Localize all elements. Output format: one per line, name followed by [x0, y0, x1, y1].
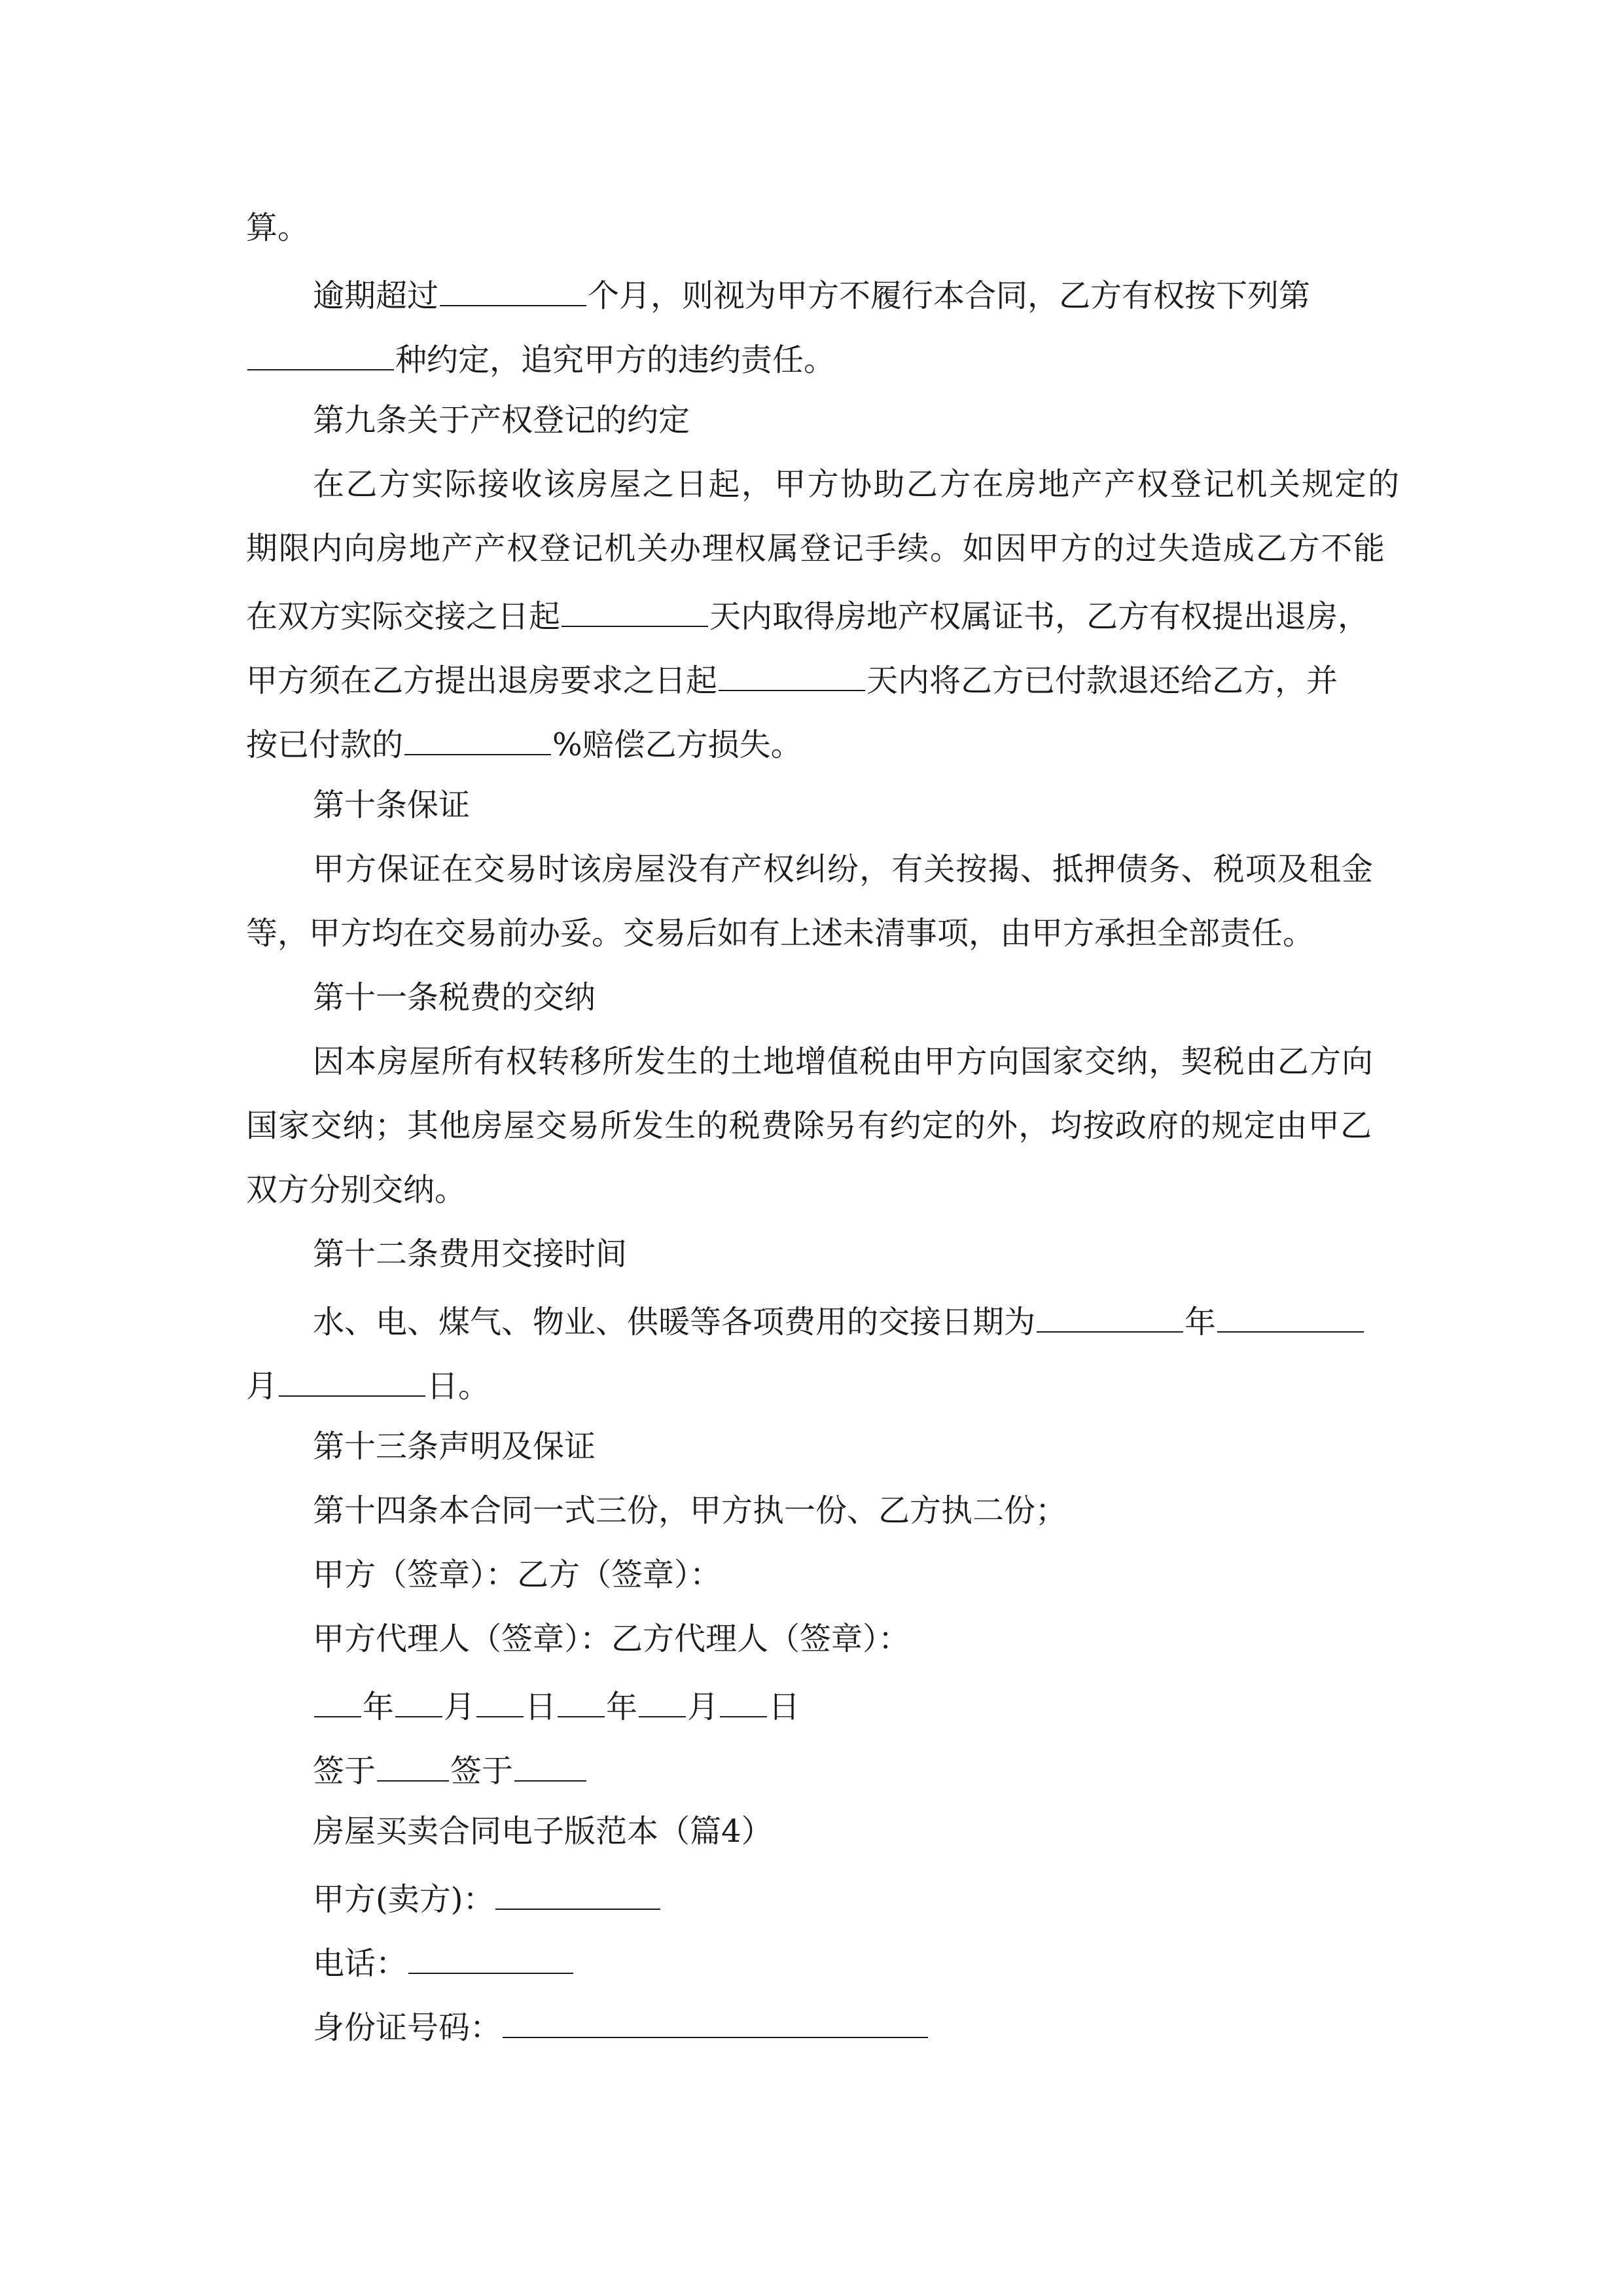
date-year-label: 年 — [606, 1689, 638, 1725]
text-fragment: 按已付款的 — [246, 726, 404, 763]
fill-blank[interactable] — [503, 2004, 928, 2038]
fill-blank[interactable] — [395, 1683, 442, 1717]
text-fragment: 甲方保证在交易时该房屋没有产权纠纷，有关按揭、抵押债务、税项及租金 — [313, 851, 1373, 888]
text-fragment: 房屋买卖合同电子版范本（篇4） — [313, 1813, 773, 1850]
text-fragment: 甲方代理人（签章）：乙方代理人（签章）： — [313, 1621, 910, 1657]
fill-blank[interactable] — [720, 1683, 767, 1717]
seller-line — [313, 1876, 1452, 1919]
text-fragment: 天内将乙方已付款退还给乙方，并 — [866, 662, 1338, 699]
phone-line — [313, 1940, 1452, 1983]
fill-blank[interactable] — [314, 1683, 361, 1717]
signature-line — [313, 1555, 1452, 1594]
text-line — [313, 1299, 1452, 1342]
text-fragment: 逾期超过 — [313, 278, 439, 314]
fill-blank[interactable] — [440, 272, 586, 306]
id-number-line — [313, 2004, 1452, 2047]
text-fragment: 月 — [246, 1368, 278, 1405]
article-heading — [313, 1427, 1452, 1466]
text-fragment: 国家交纳；其他房屋交易所发生的税费除另有约定的外，均按政府的规定由甲乙 — [246, 1107, 1372, 1144]
agent-signature-line — [313, 1619, 1452, 1659]
fill-blank[interactable] — [1037, 1299, 1183, 1333]
text-line — [313, 850, 1373, 889]
text-fragment: 第十条保证 — [313, 787, 471, 823]
text-line — [246, 914, 1385, 953]
text-fragment: 第十三条声明及保证 — [313, 1428, 596, 1465]
fill-blank[interactable] — [279, 1363, 425, 1397]
text-fragment: 签于 — [313, 1753, 376, 1789]
text-fragment: 签于 — [450, 1753, 514, 1789]
text-fragment: 年 — [1185, 1304, 1217, 1340]
text-fragment: 身份证号码： — [313, 2009, 502, 2046]
fill-blank[interactable] — [562, 593, 708, 627]
fill-blank[interactable] — [408, 1940, 573, 1974]
text-line — [246, 208, 1385, 247]
text-fragment: 水、电、煤气、物业、供暖等各项费用的交接日期为 — [313, 1304, 1036, 1340]
fill-blank[interactable] — [639, 1683, 686, 1717]
text-line — [246, 1170, 1385, 1210]
text-line — [246, 529, 1385, 568]
text-line — [246, 657, 1385, 700]
text-line — [313, 1491, 1452, 1530]
fill-blank[interactable] — [495, 1876, 660, 1910]
text-fragment: 日。 — [427, 1368, 490, 1405]
text-fragment: 因本房屋所有权转移所发生的土地增值税由甲方向国家交纳，契税由乙方向 — [313, 1043, 1373, 1080]
fill-blank[interactable] — [377, 1748, 449, 1782]
text-fragment: 种约定，追究甲方的违约责任。 — [395, 342, 836, 378]
text-fragment: 第九条关于产权登记的约定 — [313, 402, 690, 439]
article-heading — [313, 785, 1452, 825]
fill-blank[interactable] — [247, 336, 394, 370]
text-fragment: 甲方须在乙方提出退房要求之日起 — [246, 662, 718, 699]
fill-blank[interactable] — [558, 1683, 605, 1717]
text-line — [313, 272, 1452, 315]
text-fragment: 电话： — [313, 1945, 408, 1982]
date-day-label: 日 — [525, 1689, 557, 1725]
fill-blank[interactable] — [476, 1683, 524, 1717]
signed-at-line — [313, 1748, 1452, 1791]
section-title — [313, 1812, 1452, 1851]
text-line — [313, 1042, 1373, 1081]
text-fragment: 双方分别交纳。 — [246, 1172, 467, 1208]
article-heading — [313, 978, 1452, 1017]
date-month-label: 月 — [687, 1689, 719, 1725]
fill-blank[interactable] — [719, 657, 865, 691]
date-day-label: 日 — [768, 1689, 800, 1725]
text-line — [246, 721, 1385, 764]
text-line — [246, 1363, 1385, 1406]
date-line — [313, 1683, 1452, 1727]
text-fragment: 天内取得房地产权属证书，乙方有权提出退房， — [709, 598, 1370, 635]
text-fragment: 甲方(卖方)： — [313, 1881, 495, 1918]
fill-blank[interactable] — [404, 721, 551, 755]
text-fragment: 算。 — [246, 209, 310, 246]
article-heading — [313, 401, 1452, 440]
date-year-label: 年 — [363, 1689, 395, 1725]
text-fragment: 在双方实际交接之日起 — [246, 598, 561, 635]
text-fragment: 在乙方实际接收该房屋之日起，甲方协助乙方在房地产产权登记机关规定的 — [313, 466, 1399, 503]
fill-blank[interactable] — [1217, 1299, 1364, 1333]
text-fragment: 等，甲方均在交易前办妥。交易后如有上述未清事项，由甲方承担全部责任。 — [246, 915, 1315, 952]
text-fragment: 第十四条本合同一式三份，甲方执一份、乙方执二份； — [313, 1492, 1067, 1529]
text-fragment: 第十一条税费的交纳 — [313, 979, 596, 1016]
fill-blank[interactable] — [514, 1748, 586, 1782]
text-fragment: 期限内向房地产产权登记机关办理权属登记手续。如因甲方的过失造成乙方不能 — [246, 530, 1385, 567]
text-line — [246, 336, 1385, 380]
text-fragment: 第十二条费用交接时间 — [313, 1236, 628, 1272]
text-fragment: %赔偿乙方损失。 — [552, 726, 802, 763]
text-line — [313, 465, 1399, 504]
article-heading — [313, 1234, 1452, 1274]
date-month-label: 月 — [444, 1689, 476, 1725]
text-line — [246, 1106, 1372, 1145]
text-line — [246, 593, 1385, 636]
text-fragment: 甲方（签章）：乙方（签章）： — [313, 1556, 722, 1593]
text-fragment: 个月，则视为甲方不履行本合同，乙方有权按下列第 — [588, 278, 1311, 314]
